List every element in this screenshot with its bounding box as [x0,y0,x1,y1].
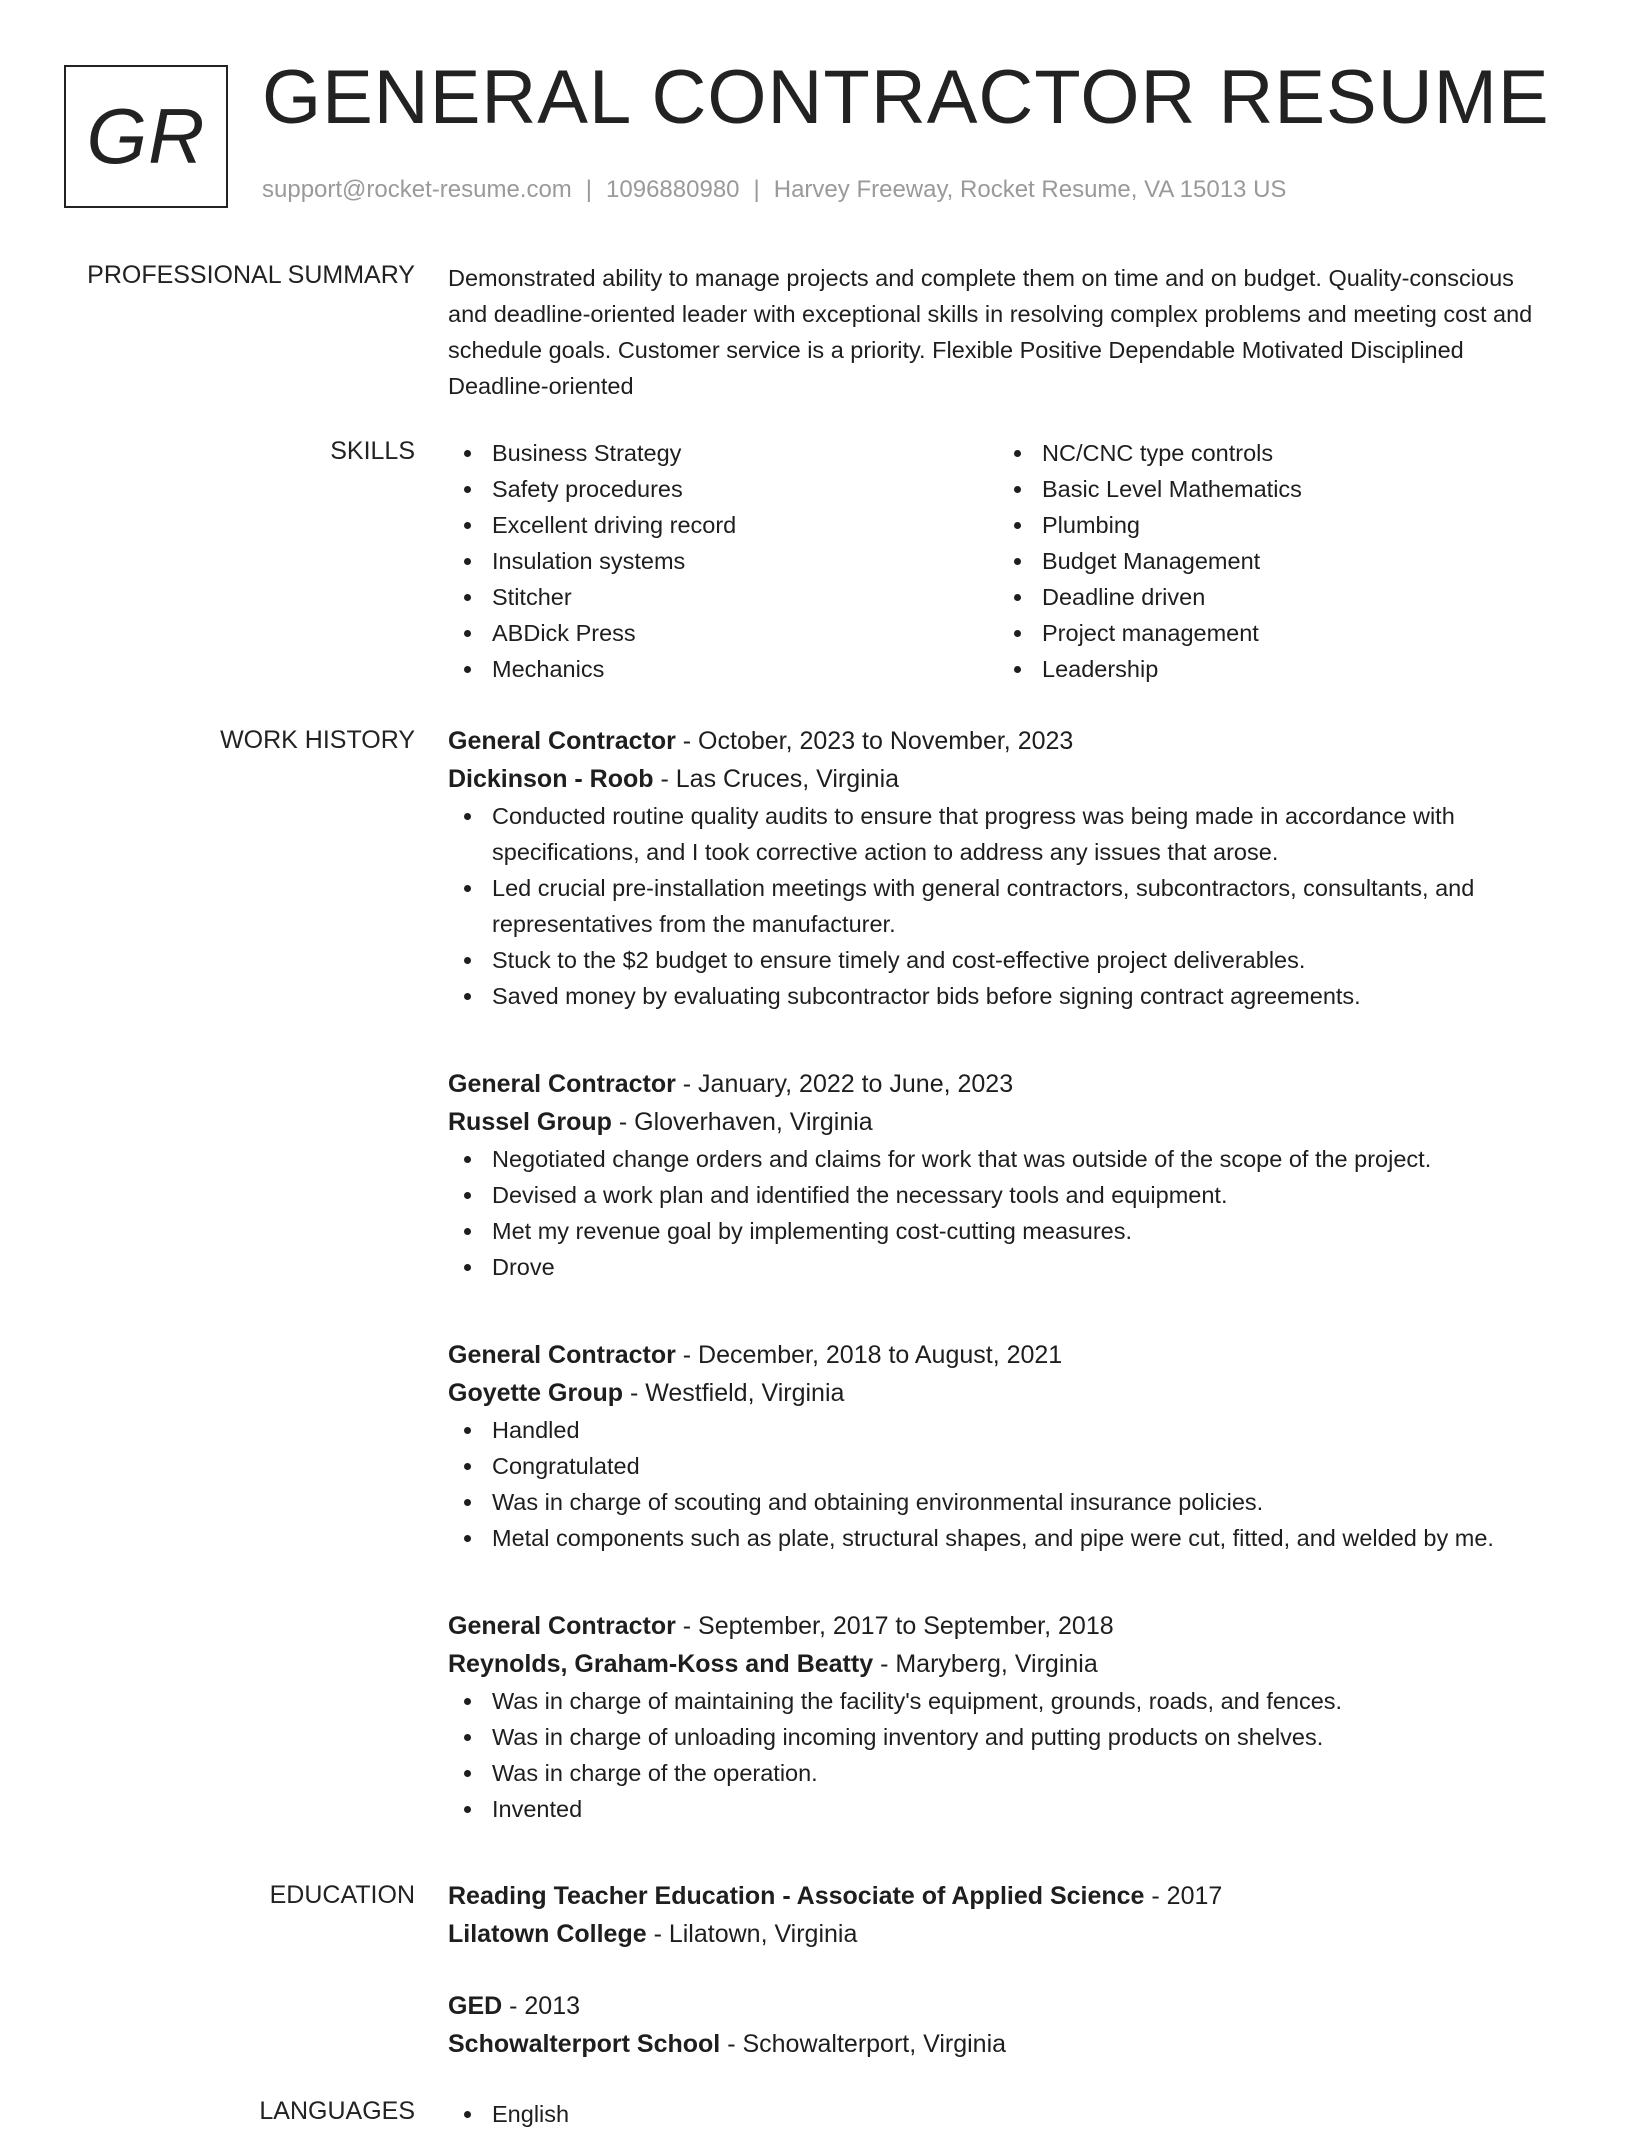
education-school-line [448,1915,1568,1953]
education-degree: Reading Teacher Education - Associate of Applied Science [448,1882,1145,1910]
contact-address: Harvey Freeway, Rocket Resume, VA 15013 US [773,176,1287,203]
skill-item: NC/CNC type controls [998,435,1548,471]
job-bullet: Devised a work plan and identified the necessary tools and equipment. [448,1177,1568,1213]
job-bullets [448,798,1568,1014]
job-dates: - December, 2018 to August, 2021 [675,1341,1063,1369]
job-bullet: Metal components such as plate, structural shapes, and pipe were cut, fitted, and welded by me. [448,1520,1568,1556]
skill-item: ABDick Press [448,615,998,651]
job-entry [448,722,1568,1014]
education-location: - Lilatown, Virginia [646,1920,858,1948]
skill-item: Business Strategy [448,435,998,471]
job-company: Goyette Group [448,1379,624,1407]
skill-item: Project management [998,615,1548,651]
skills-columns [448,435,1568,687]
education-entry [448,1987,1568,2063]
education-location: - Schowalterport, Virginia [720,2030,1007,2058]
job-bullet: Congratulated [448,1448,1568,1484]
education-degree-line [448,1877,1568,1915]
contact-separator: | [753,176,760,203]
contact-phone: 1096880980 [606,176,740,203]
skill-item: Plumbing [998,507,1548,543]
job-company-line [448,1374,1568,1412]
education-degree-line [448,1987,1568,2025]
skills-list-right [998,435,1548,687]
languages-list [448,2096,1568,2132]
job-location: - Las Cruces, Virginia [653,765,900,793]
education-school: Lilatown College [448,1920,647,1948]
job-company-line [448,1645,1568,1683]
skill-item: Basic Level Mathematics [998,471,1548,507]
education-degree: GED [448,1992,503,2020]
job-company: Reynolds, Graham-Koss and Beatty [448,1650,874,1678]
job-bullet: Negotiated change orders and claims for work that was outside of the scope of the project. [448,1141,1568,1177]
skill-item: Budget Management [998,543,1548,579]
job-bullet: Met my revenue goal by implementing cost-cutting measures. [448,1213,1568,1249]
skills-list-left [448,435,998,687]
job-entry [448,1065,1568,1285]
section-label-work-history: WORK HISTORY [220,726,415,754]
job-bullets [448,1683,1568,1827]
skill-item: Safety procedures [448,471,998,507]
contact-email: support@rocket-resume.com [262,176,572,203]
education-year: - 2017 [1144,1882,1223,1910]
section-label-languages: LANGUAGES [259,2097,415,2125]
job-bullet: Drove [448,1249,1568,1285]
contact-separator: | [585,176,593,203]
job-bullet: Was in charge of scouting and obtaining environmental insurance policies. [448,1484,1568,1520]
job-company: Russel Group [448,1108,612,1136]
job-bullet: Invented [448,1791,1568,1827]
education-year: - 2013 [502,1992,581,2020]
section-label-summary: PROFESSIONAL SUMMARY [87,261,415,289]
skill-item: Excellent driving record [448,507,998,543]
summary-section [448,260,1548,404]
skill-item: Leadership [998,651,1548,687]
job-title: General Contractor [448,1070,676,1098]
contact-line [262,176,1286,205]
monogram-logo: GR [64,65,228,208]
summary-text: Demonstrated ability to manage projects and complete them on time and on budget. Quality-conscious and deadline-oriented leader with exceptional skills in resolving complex problems and meeting cost and schedule goals. Customer service is a priority. Flexible Positive Dependable Motivated Disciplined Deadline-oriented [448,265,1533,399]
skill-item: Stitcher [448,579,998,615]
job-dates: - January, 2022 to June, 2023 [675,1070,1014,1098]
job-bullet: Handled [448,1412,1568,1448]
section-label-education: EDUCATION [269,1881,415,1909]
job-bullet: Was in charge of maintaining the facility's equipment, grounds, roads, and fences. [448,1683,1568,1719]
job-entry [448,1607,1568,1827]
job-bullet: Led crucial pre-installation meetings with general contractors, subcontractors, consultants, and representatives from the manufacturer. [448,870,1568,942]
language-item: English [448,2096,1568,2132]
languages-section [448,2096,1568,2132]
education-school: Schowalterport School [448,2030,721,2058]
resume-title: GENERAL CONTRACTOR RESUME [262,55,1550,140]
job-bullet: Was in charge of unloading incoming inventory and putting products on shelves. [448,1719,1568,1755]
skills-section [448,435,1568,687]
job-company: Dickinson - Roob [448,765,654,793]
job-company-line [448,760,1568,798]
job-location: - Gloverhaven, Virginia [611,1108,873,1136]
job-bullets [448,1412,1568,1556]
skill-item: Mechanics [448,651,998,687]
job-location: - Westfield, Virginia [623,1379,845,1407]
job-dates: - September, 2017 to September, 2018 [675,1612,1114,1640]
job-title: General Contractor [448,727,676,755]
job-bullets [448,1141,1568,1285]
job-dates: - October, 2023 to November, 2023 [675,727,1074,755]
job-title: General Contractor [448,1612,676,1640]
job-title-line [448,722,1568,760]
job-bullet: Stuck to the $2 budget to ensure timely and cost-effective project deliverables. [448,942,1568,978]
job-title: General Contractor [448,1341,676,1369]
job-bullet: Was in charge of the operation. [448,1755,1568,1791]
job-bullet: Saved money by evaluating subcontractor bids before signing contract agreements. [448,978,1568,1014]
job-title-line [448,1065,1568,1103]
skill-item: Insulation systems [448,543,998,579]
job-title-line [448,1607,1568,1645]
job-entry [448,1336,1568,1556]
job-title-line [448,1336,1568,1374]
job-location: - Maryberg, Virginia [873,1650,1098,1678]
education-school-line [448,2025,1568,2063]
section-label-skills: SKILLS [330,437,415,465]
job-bullet: Conducted routine quality audits to ensure that progress was being made in accordance with specifications, and I took corrective action to address any issues that arose. [448,798,1568,870]
education-entry [448,1877,1568,1953]
skill-item: Deadline driven [998,579,1548,615]
job-company-line [448,1103,1568,1141]
